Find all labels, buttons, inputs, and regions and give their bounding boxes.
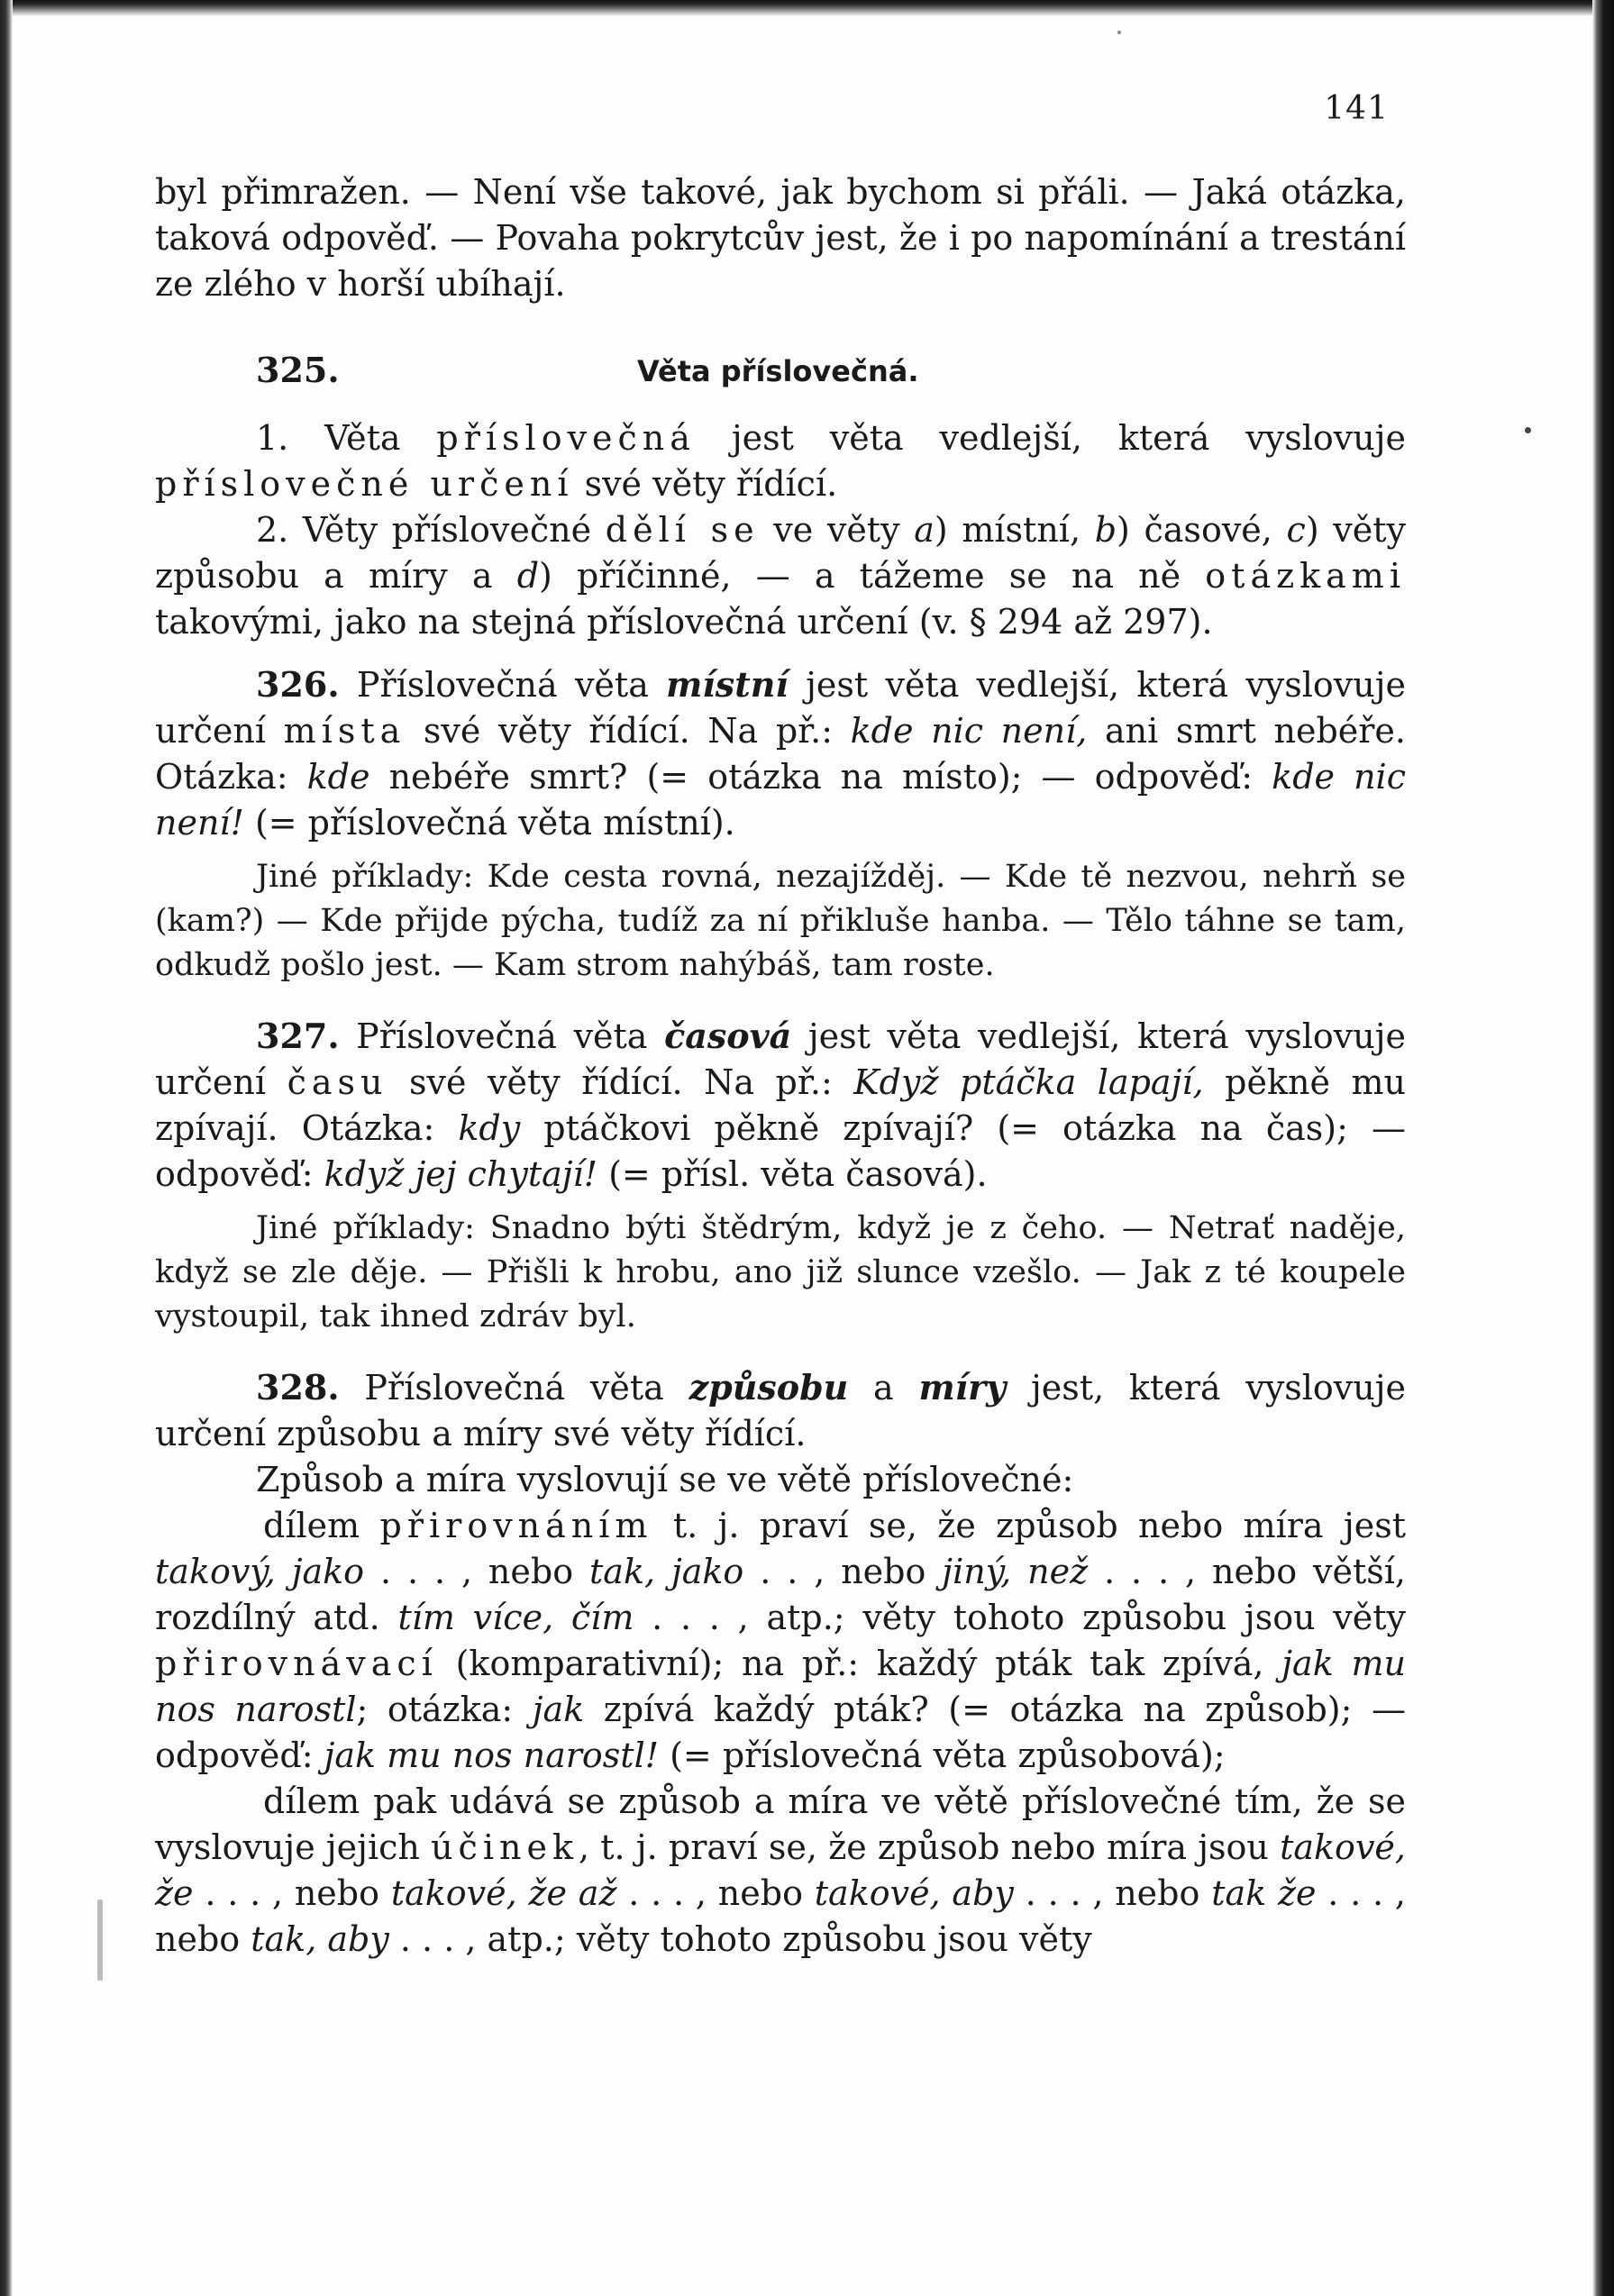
example-italic: jak mu nos narostl: [155, 1644, 1406, 1729]
spaced-term: dělí se: [605, 510, 760, 550]
emphasized-term: místní: [666, 664, 789, 705]
text-run: , t. j. praví se, že způsob nebo míra jsou: [578, 1827, 1281, 1867]
example-italic: Když ptáčka lapají,: [853, 1062, 1204, 1102]
text-run: . . . , atp.; věty tohoto způsobu jsou věty: [388, 1919, 1092, 1959]
text-run: . . . , nebo: [364, 1552, 590, 1591]
text-run: . . . , nebo větší, rozdílný atd.: [155, 1552, 1407, 1637]
scan-edge-left: [0, 0, 13, 2296]
text-run: Příslovečná věta: [339, 1016, 665, 1056]
example-italic: tak, jako: [589, 1552, 744, 1591]
emphasized-term: způsobu: [688, 1367, 849, 1408]
section-number: 325.: [256, 350, 340, 390]
text-run: . . . , nebo: [1013, 1873, 1212, 1913]
text-run: jest věta vedlejší, která vyslovuje určení: [155, 1016, 1406, 1102]
spaced-term: přirovnáním: [379, 1506, 653, 1545]
example-italic: jiný, než: [942, 1552, 1089, 1591]
italic-letter: a: [914, 510, 935, 550]
spaced-term: přirovnávací: [155, 1644, 438, 1683]
example-italic: kde nic není!: [155, 757, 1406, 843]
text-run: . . , nebo: [743, 1552, 943, 1591]
section-328-intro: Způsob a míra vyslovují se ve větě příslovečné:: [256, 1460, 1074, 1499]
spaced-term: otázkami: [1205, 556, 1406, 596]
section-326-examples: Jiné příklady: Kde cesta rovná, nezajížděj. — Kde tě nezvou, nehrň se (kam?) — Kde přijde pýcha, tudíž za ní přikluše hanba. — Tělo táhne se tam, odkudž pošlo jest. — Kam strom nahýbáš, tam roste.: [155, 859, 1406, 983]
scan-edge-right: [1592, 0, 1614, 2296]
example-italic: tím více, čím: [397, 1598, 634, 1637]
text-run: Příslovečná věta: [339, 1368, 689, 1408]
example-italic: jak: [532, 1690, 585, 1729]
example-italic: tak že: [1211, 1873, 1317, 1913]
page-number: 141: [1324, 90, 1389, 127]
text-run: ve věty: [759, 510, 915, 550]
example-italic: kde nic není,: [850, 711, 1088, 751]
section-number: 326.: [256, 664, 340, 705]
example-italic: kde: [306, 757, 370, 797]
section-328-comparison: [155, 1503, 1406, 1779]
text-run: nebéře smrt? (= otázka na místo); — odpověď:: [369, 757, 1272, 797]
spaced-term: času: [287, 1062, 388, 1102]
text-run: ) místní,: [934, 510, 1095, 550]
text-run: své věty řídící.: [573, 464, 838, 504]
text-run: . . . , atp.; věty tohoto způsobu jsou věty: [634, 1598, 1406, 1637]
section-327-paragraph: [155, 1013, 1406, 1198]
scan-speck: [1117, 31, 1121, 34]
spaced-term: místa: [283, 711, 406, 751]
section-326-paragraph: [155, 661, 1406, 846]
example-italic: jak mu nos narostl!: [324, 1736, 660, 1775]
page-body: [155, 169, 1406, 1963]
example-italic: kdy: [458, 1108, 521, 1148]
example-italic: když jej chytají!: [324, 1154, 597, 1194]
text-run: ) příčinné, — a tážeme se na ně: [539, 556, 1206, 596]
example-italic: tak, aby: [251, 1919, 389, 1959]
italic-letter: c: [1286, 510, 1306, 550]
text-run: . . . , nebo: [155, 1873, 1406, 1959]
text-run: jest věta vedlejší, která vyslovuje: [695, 418, 1406, 458]
spaced-term: příslovečné určení: [155, 464, 574, 504]
text-run: t. j. praví se, že způsob nebo míra jest: [652, 1506, 1406, 1545]
text-run: . . . , nebo: [616, 1873, 815, 1913]
text-run: . . . , nebo: [193, 1873, 391, 1913]
section-327-examples: Jiné příklady: Snadno býti štědrým, když je z čeho. — Netrať naděje, když se zle děje. — Přišli k hrobu, ano již slunce vzešlo. — Jak z té koupele vystoupil, tak ihned zdráv byl.: [155, 1210, 1406, 1335]
text-run: pěkně mu zpívají. Otázka:: [155, 1062, 1406, 1148]
text-run: dílem pak udává se způsob a míra ve větě příslovečné tím, že se vyslovuje jejich: [155, 1781, 1406, 1867]
text-run: dílem: [263, 1506, 380, 1545]
scan-speck: [1525, 427, 1531, 433]
text-run: 2. Věty příslovečné: [256, 510, 606, 550]
scan-smudge: [97, 1900, 103, 1981]
example-italic: takové, že: [155, 1827, 1406, 1913]
text-run: zpívá každý pták? (= otázka na způsob); — odpověď:: [155, 1690, 1406, 1775]
example-italic: takový, jako: [155, 1552, 365, 1591]
text-run: (= příslovečná věta způsobová);: [659, 1736, 1226, 1775]
italic-letter: d: [516, 556, 540, 596]
text-run: ) věty způsobu a míry a: [155, 510, 1406, 596]
section-325-point-1: [155, 415, 1406, 507]
section-number: 328.: [256, 1367, 340, 1408]
section-325-point-2: [155, 507, 1406, 645]
section-325-heading: [155, 347, 1406, 396]
text-run: 1. Věta: [256, 418, 437, 458]
spaced-term: účinek: [431, 1827, 579, 1867]
text-run: ani smrt nebéře. Otázka:: [155, 711, 1406, 797]
spaced-term: příslovečná: [436, 418, 696, 458]
example-italic: takové, že až: [390, 1873, 617, 1913]
example-italic: takové, aby: [814, 1873, 1014, 1913]
emphasized-term: míry: [918, 1367, 1007, 1408]
section-328-paragraph: [155, 1364, 1406, 1457]
section-title: Věta příslovečná.: [637, 354, 919, 388]
text-run: ) časové,: [1117, 510, 1287, 550]
text-run: jest věta vedlejší, která vyslovuje určení: [155, 665, 1406, 751]
scan-edge-top: [0, 0, 1614, 16]
section-number: 327.: [256, 1016, 340, 1056]
text-run: (= přísl. věta časová).: [597, 1154, 988, 1194]
text-run: své věty řídící. Na př.:: [406, 711, 851, 751]
text-run: ; otázka:: [356, 1690, 533, 1729]
text-run: ptáčkovi pěkně zpívají? (= otázka na čas); — odpověď:: [155, 1108, 1406, 1194]
text-run: jest, která vyslovuje určení způsobu a míry své věty řídící.: [155, 1368, 1406, 1453]
text-run: Příslovečná věta: [339, 665, 667, 705]
intro-paragraph: byl přimražen. — Není vše takové, jak bychom si přáli. — Jaká otázka, taková odpověď. — Povaha pokrytcův jest, že i po napomínání a trestání ze zlého v horší ubíhají.: [155, 172, 1406, 304]
text-run: takovými, jako na stejná příslovečná určení (v. § 294 až 297).: [155, 602, 1213, 642]
text-run: své věty řídící. Na př.:: [388, 1062, 854, 1102]
emphasized-term: časová: [664, 1016, 792, 1056]
text-run: (komparativní); na př.: každý pták tak zpívá,: [437, 1644, 1282, 1683]
section-328-effect: [155, 1779, 1406, 1963]
text-run: (= příslovečná věta místní).: [243, 803, 735, 843]
text-run: a: [848, 1368, 919, 1408]
italic-letter: b: [1094, 510, 1117, 550]
